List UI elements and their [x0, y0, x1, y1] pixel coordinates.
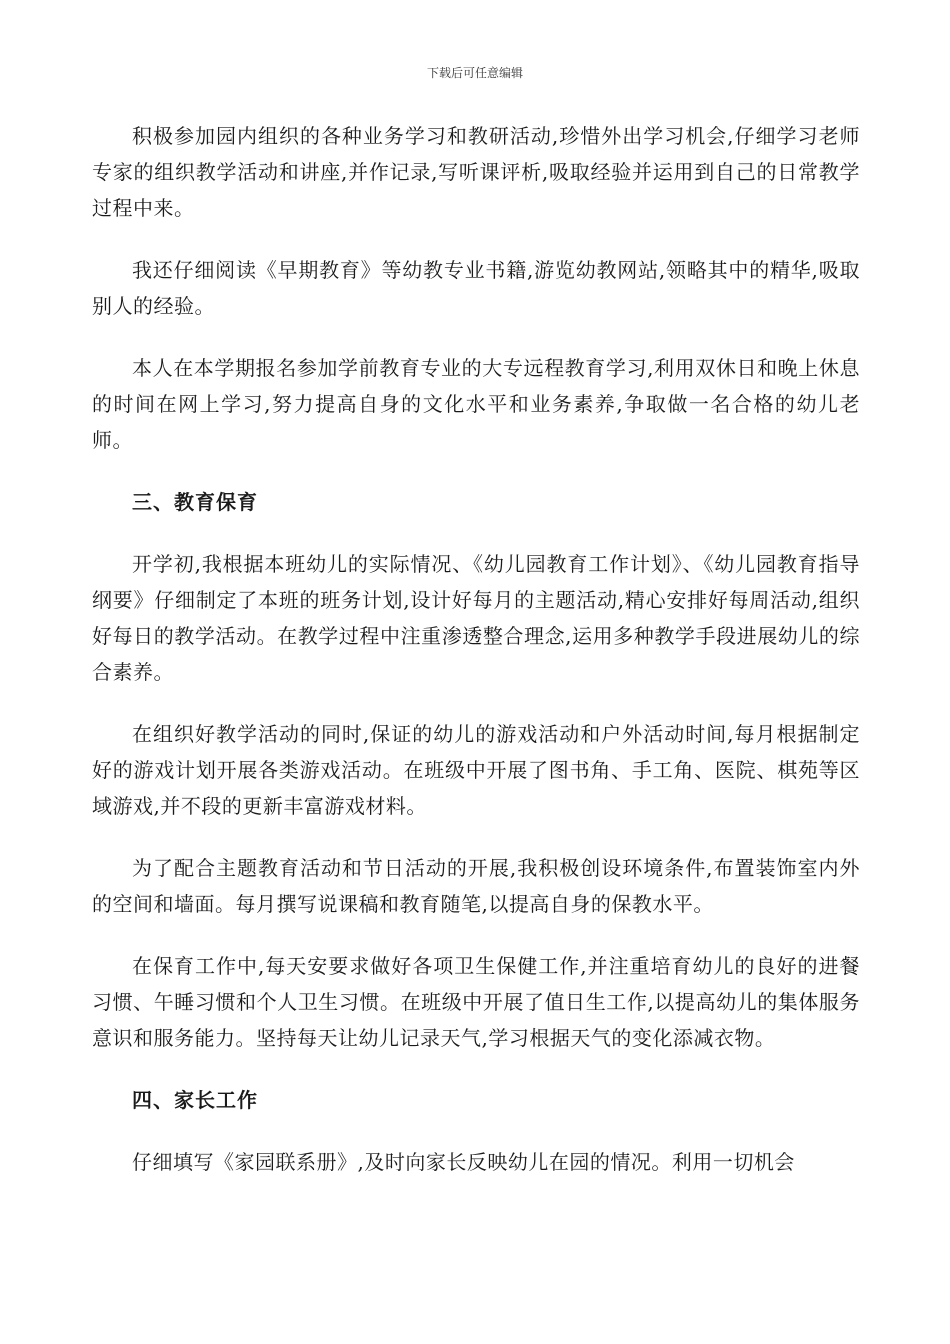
paragraph-care-work: 在保育工作中,每天安要求做好各项卫生保健工作,并注重培育幼儿的良好的进餐习惯、午睡习惯和个人卫生习惯。在班级中开展了值日生工作,以提高幼儿的集体服务意识和服务能力。坚持每天让幼儿记录天气,学习根据天气的变化添减衣物。: [92, 954, 860, 1050]
paragraph-reading: 我还仔细阅读《早期教育》等幼教专业书籍,游览幼教网站,领略其中的精华,吸取别人的经验。: [92, 258, 860, 318]
document-body: [92, 118, 860, 1180]
page-header: 下载后可任意编辑: [426, 66, 523, 80]
paragraph-parent-contact: 仔细填写《家园联系册》,及时向家长反映幼儿在园的情况。利用一切机会: [132, 1150, 795, 1174]
paragraph-remote-education: 本人在本学期报名参加学前教育专业的大专远程教育学习,利用双休日和晚上休息的时间在网上学习,努力提高自身的文化水平和业务素养,争取做一名合格的幼儿老师。: [92, 356, 860, 452]
paragraph-game-activities: 在组织好教学活动的同时,保证的幼儿的游戏活动和户外活动时间,每月根据制定好的游戏计划开展各类游戏活动。在班级中开展了图书角、手工角、医院、棋苑等区域游戏,并不段的更新丰富游戏材料。: [92, 722, 860, 818]
paragraph-environment: 为了配合主题教育活动和节日活动的开展,我积极创设环境条件,布置装饰室内外的空间和墙面。每月撰写说课稿和教育随笔,以提高自身的保教水平。: [92, 856, 860, 916]
paragraph-class-plan: 开学初,我根据本班幼儿的实际情况、《幼儿园教育工作计划》、《幼儿园教育指导纲要》仔细制定了本班的班务计划,设计好每月的主题活动,精心安排好每周活动,组织好每日的教学活动。在教学过程中注重渗透整合理念,运用多种教学手段进展幼儿的综合素养。: [92, 552, 860, 684]
paragraph-study-activities: 积极参加园内组织的各种业务学习和教研活动,珍惜外出学习机会,仔细学习老师专家的组织教学活动和讲座,并作记录,写听课评析,吸取经验并运用到自己的日常教学过程中来。: [92, 124, 860, 220]
section-heading-parents: 四、家长工作: [132, 1088, 258, 1112]
section-heading-education: 三、教育保育: [132, 490, 258, 514]
